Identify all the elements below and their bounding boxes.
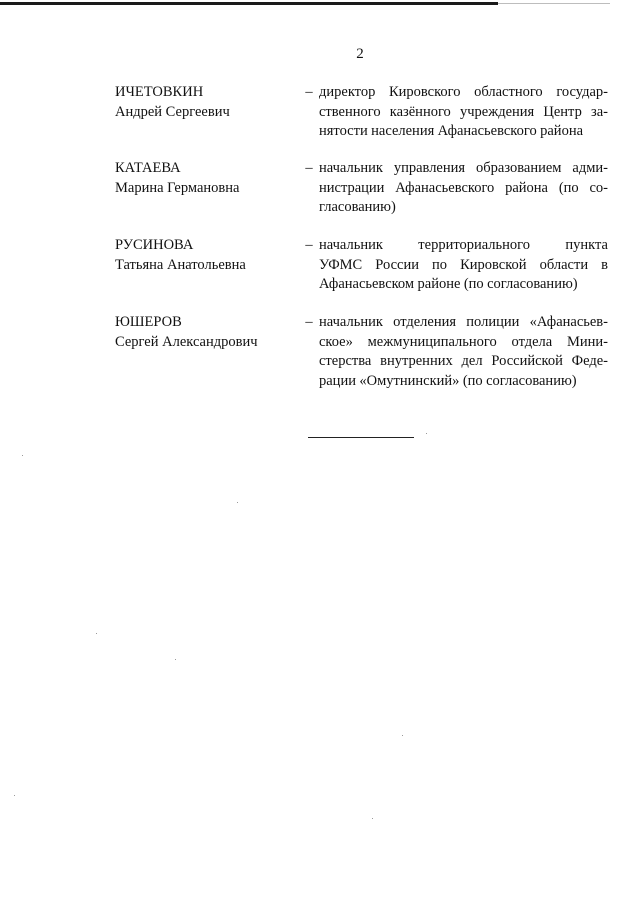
member-given-names: Марина Германовна [115, 179, 240, 196]
role-line: Афанасьевском районе (по согласованию) [319, 276, 578, 292]
member-role [319, 313, 608, 391]
member-given-names: Андрей Сергеевич [115, 103, 230, 120]
member-name [115, 159, 295, 198]
dash-separator: – [305, 160, 313, 176]
member-name [115, 236, 295, 275]
role-line: начальник отделения полиции «Афанасьев- [319, 314, 608, 330]
member-surname: РУСИНОВА [115, 237, 194, 253]
member-surname: КАТАЕВА [115, 160, 181, 176]
role-line: стерства внутренних дел Российской Феде- [319, 353, 608, 369]
role-line: нятости населения Афанасьевского района [319, 123, 584, 139]
scan-speck [426, 433, 427, 434]
role-line: ственного казённого учреждения Центр за- [319, 103, 608, 120]
role-line: УФМС России по Кировской области в [319, 256, 608, 273]
role-line [319, 236, 608, 256]
member-given-names: Татьяна Анатольевна [115, 256, 246, 273]
dash-separator: – [305, 237, 313, 253]
member-given-names: Сергей Александрович [115, 333, 258, 350]
scan-speck [237, 502, 238, 503]
member-surname: ЮШЕРОВ [115, 314, 182, 330]
role-word: пункта [565, 237, 608, 253]
scan-speck [175, 659, 176, 660]
scan-speck [372, 818, 373, 819]
member-name [115, 313, 295, 352]
member-role [319, 83, 608, 142]
top-border-line [0, 2, 498, 5]
role-line: рации «Омутнинский» (по согласованию) [319, 372, 577, 389]
role-word: начальник [319, 237, 383, 253]
scan-speck [96, 633, 97, 634]
member-name [115, 83, 295, 122]
member-role [319, 236, 608, 295]
dash-separator: – [305, 84, 313, 100]
scan-speck [22, 455, 23, 456]
role-line: начальник управления образованием адми- [319, 160, 608, 176]
role-line: гласованию) [319, 199, 396, 215]
scan-speck [14, 795, 15, 796]
role-line: ское» межмуниципального отдела Мини- [319, 333, 608, 350]
member-role [319, 159, 608, 218]
role-line: нистрации Афанасьевского района (по со- [319, 179, 608, 196]
end-of-list-rule [308, 437, 414, 438]
page-number: 2 [356, 46, 364, 62]
scan-speck [402, 735, 403, 736]
dash-separator: – [305, 314, 313, 330]
top-border-line-faint [498, 3, 610, 4]
role-line: директор Кировского областного государ- [319, 84, 608, 100]
role-word: территориального [418, 237, 530, 253]
member-surname: ИЧЕТОВКИН [115, 84, 204, 100]
